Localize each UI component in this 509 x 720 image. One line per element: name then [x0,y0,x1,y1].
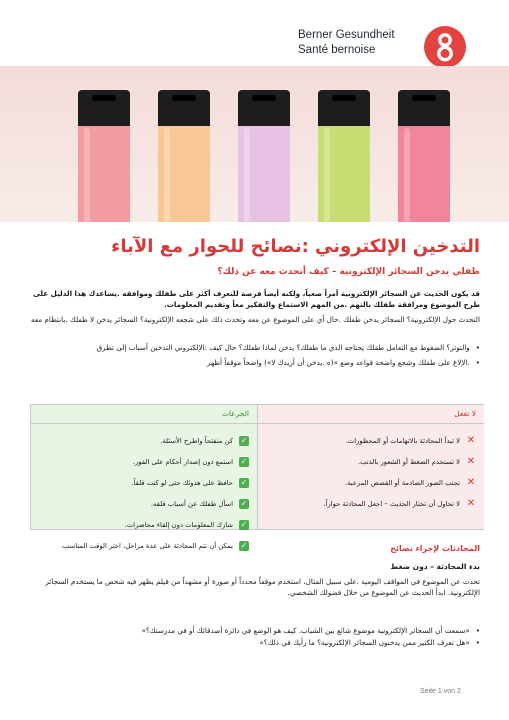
dont-item: ✕ لا تستخدم الضغط أو الشعور بالذنب. [357,455,476,467]
brand-line-2: Santé bernoise [298,44,376,56]
page-title: التدخين الإلكتروني :نصائح للحوار مع الآباء [111,236,480,257]
dont-item: ✕ لا تحاول أن تختار الحديث – اجعل المحادثة حواراً. [323,497,476,509]
do-item: ✓ اسأل طفلك عن أسباب قلقه. [150,498,248,508]
intro-text: التحدث حول الإلكترونية؟ السجائر يدخن طفلك .حال أي على الموضوع عن معه وتحدث ذلك على شجعه الإلكترونية؟ السجائر يدخن لا طفلك .بانتظام معه [30,315,480,324]
list-item: • «هل تعرف الكثير ممن يدخنون السجائر الإلكترونية؟ ما رأيك في ذلك؟» [30,637,480,649]
list-item: • والتوتر؟ الضغوط مع التعامل طفلك يحتاجه الذي ما طفلك؟ يدخن لماذا طفلك؟ حال كيف :الإلكتروني التدخين أسباب إلى تطرق [30,340,480,355]
vape-device-pink [78,90,130,222]
do-item: ✓ شارك المعلومات دون إلقاء محاضرات. [124,519,248,529]
vape-device-lilac [238,90,290,222]
dont-column [257,405,484,529]
check-icon: ✓ [240,540,248,550]
cross-icon: ✕ [466,455,476,467]
do-header: الجرعات [31,405,257,424]
do-item: ✓ يمكن أن تتم المحادثة على عدة مراحل، اختر الوقت المناسب. [60,540,248,550]
dont-header: لا تفعل [258,405,484,424]
do-item: ✓ كن منفتحاً واطرح الأسئلة. [160,435,248,445]
do-item: ✓ استمع دون إصدار أحكام على الفور. [132,456,248,466]
do-column [31,405,257,550]
check-icon: ✓ [240,435,248,445]
check-icon: ✓ [240,498,248,508]
hero-image [0,66,509,222]
header [0,0,509,66]
section-subheading: بدء المحادثة – دون ضغط [390,562,480,571]
do-item: ✓ حافظ على هدوئك حتى لو كنت قلقاً. [131,477,248,487]
dont-item: ✕ تجنب الصور الصادمة أو القصص المرعبة. [344,476,476,488]
berner-gesundheit-logo [424,26,466,68]
check-icon: ✓ [240,477,248,487]
intro-bullets [30,340,490,370]
dont-item: ✕ لا تبدأ المحادثة بالاتهامات أو المحظورات. [345,434,476,446]
page-subtitle: طفلي يدخن السجائر الإلكترونية – كيف أتحدث معه عن ذلك؟ [217,267,480,277]
intro-paragraph: قد يكون الحديث عن السجائر الإلكترونية أمراً صعباً، ولكنه أيضاً فرصة للتعرف أكثر على طفلك وموافقه .يساعدك هذا الدليل على طرح الموضوع ومرافقة طفلك بالتهم .من المهم الاستماع والتفكير معاً وتقديم المعلومات. [33,289,480,309]
cross-icon: ✕ [466,434,476,446]
brand-name [298,28,395,58]
cross-icon: ✕ [466,497,476,509]
page-number: Seite 1 von 2 [420,688,461,695]
section-paragraph: تحدث عن الموضوع في المواقف اليومية .على سبيل المثال، استخدم موقفاً محدداً أو صورة أو مشهداً من فيلم يظهر فيه شخص ما يستخدم السجائر الإلكترونية. ابدأ الحديث عن الموضوع من خلال فضولك الشخصي. [45,577,480,597]
check-icon: ✓ [240,519,248,529]
list-item: • «سمعت أن السجائر الإلكترونية موضوع شائع بين الشباب. كيف هو الوضع في دائرة أصدقائك أو في مدرستك؟» [30,625,480,637]
cross-icon: ✕ [466,476,476,488]
vape-device-orange [158,90,210,222]
vape-device-rose [398,90,450,222]
list-item: • .الإلاغ على طفلك وشجع واضحة قواعد وضع «(ه .يدخن أن أريدك لا») واضحاً موقفاً أظهر [30,355,480,370]
section-heading: المحادثات لإجراء نصائح [390,544,480,553]
quote-bullets [30,625,490,649]
vape-device-lime [318,90,370,222]
check-icon: ✓ [240,456,248,466]
brand-line-1: Berner Gesundheit [298,29,395,41]
